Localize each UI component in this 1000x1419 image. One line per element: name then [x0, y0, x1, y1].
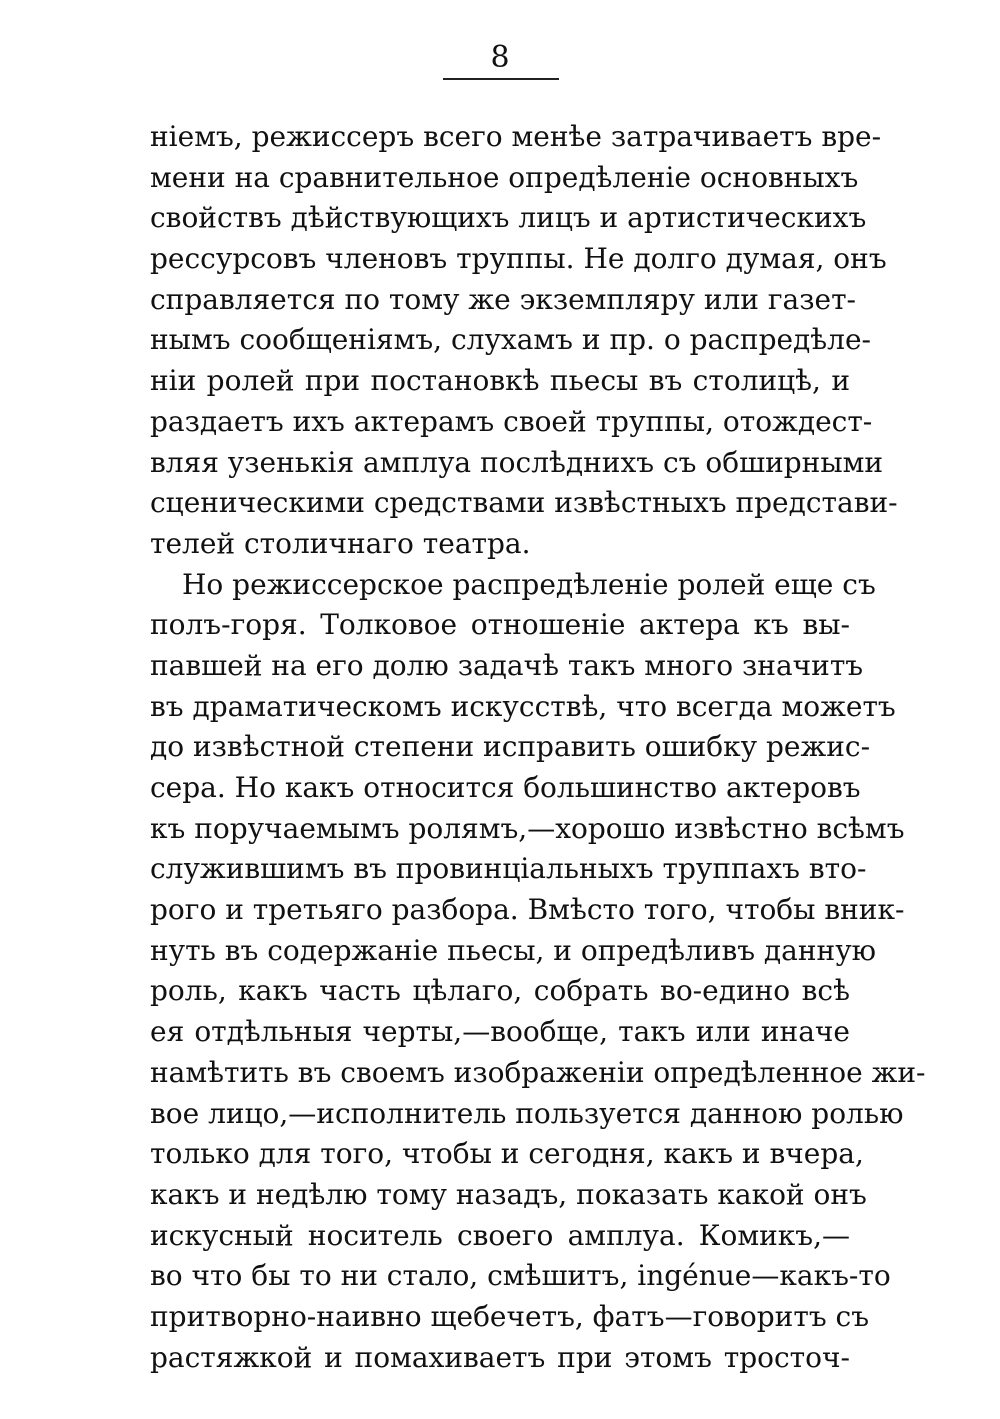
text-line: вляя узенькія амплуа послѣднихъ съ обширными [150, 445, 884, 479]
text-line: искусный носитель своего амплуа. Комикъ,— [150, 1218, 850, 1252]
text-line: къ поручаемымъ ролямъ,—хорошо извѣстно всѣмъ [150, 811, 905, 845]
header-rule [443, 78, 559, 80]
text-line: во что бы то ни стало, смѣшитъ, ingénue—какъ-то [150, 1259, 891, 1293]
text-line: ея отдѣльныя черты,—вообще, такъ или иначе [150, 1015, 850, 1049]
body-text [150, 117, 926, 1378]
text-line: справляется по тому же экземпляру или газет- [150, 282, 857, 316]
text-line: притворно-наивно щебечетъ, фатъ—говоритъ съ [150, 1299, 870, 1333]
text-line: служившимъ въ провинціальныхъ труппахъ вто- [150, 852, 867, 886]
text-line: мени на сравнительное опредѣленіе основныхъ [150, 160, 859, 194]
text-line: въ драматическомъ искусствѣ, что всегда можетъ [150, 689, 896, 723]
text-line: намѣтить въ своемъ изображеніи опредѣленное жи- [150, 1055, 926, 1089]
text-line: нуть въ содержаніе пьесы, и опредѣливъ данную [150, 933, 877, 967]
text-line: вое лицо,—исполнитель пользуется данною ролью [150, 1096, 904, 1130]
text-line: растяжкой и помахиваетъ при этомъ тросточ- [150, 1340, 850, 1374]
text-line: какъ и недѣлю тому назадъ, показать какой онъ [150, 1177, 867, 1211]
text-line-paragraph-end: телей столичнаго театра. [150, 526, 531, 560]
text-line: ніемъ, режиссеръ всего менѣе затрачиваетъ вре- [150, 120, 882, 153]
text-line: павшей на его долю задачѣ такъ много значитъ [150, 648, 864, 682]
text-line-paragraph-start: Но режиссерское распредѣленіе ролей еще съ [182, 567, 876, 601]
page-number: 8 [490, 40, 510, 75]
text-line: нымъ сообщеніямъ, слухамъ и пр. о распредѣле- [150, 323, 871, 357]
text-line: полъ-горя. Толковое отношеніе актера къ вы- [150, 608, 850, 642]
text-line: ніи ролей при постановкѣ пьесы въ столицѣ, и [150, 364, 850, 398]
text-line: раздаетъ ихъ актерамъ своей труппы, отождест- [150, 404, 873, 438]
text-line: рого и третьяго разбора. Вмѣсто того, чтобы вник- [150, 893, 905, 927]
text-line: до извѣстной степени исправить ошибку режис- [150, 730, 871, 764]
text-line: сценическими средствами извѣстныхъ представи- [150, 486, 898, 520]
text-line: свойствъ дѣйствующихъ лицъ и артистическихъ [150, 201, 867, 235]
text-line: только для того, чтобы и сегодня, какъ и вчера, [150, 1137, 864, 1171]
text-line: роль, какъ часть цѣлаго, собрать во-едино всѣ [150, 974, 850, 1008]
text-line: рессурсовъ членовъ труппы. Не долго думая, онъ [150, 242, 887, 276]
text-line: сера. Но какъ относится большинство актеровъ [150, 771, 861, 804]
